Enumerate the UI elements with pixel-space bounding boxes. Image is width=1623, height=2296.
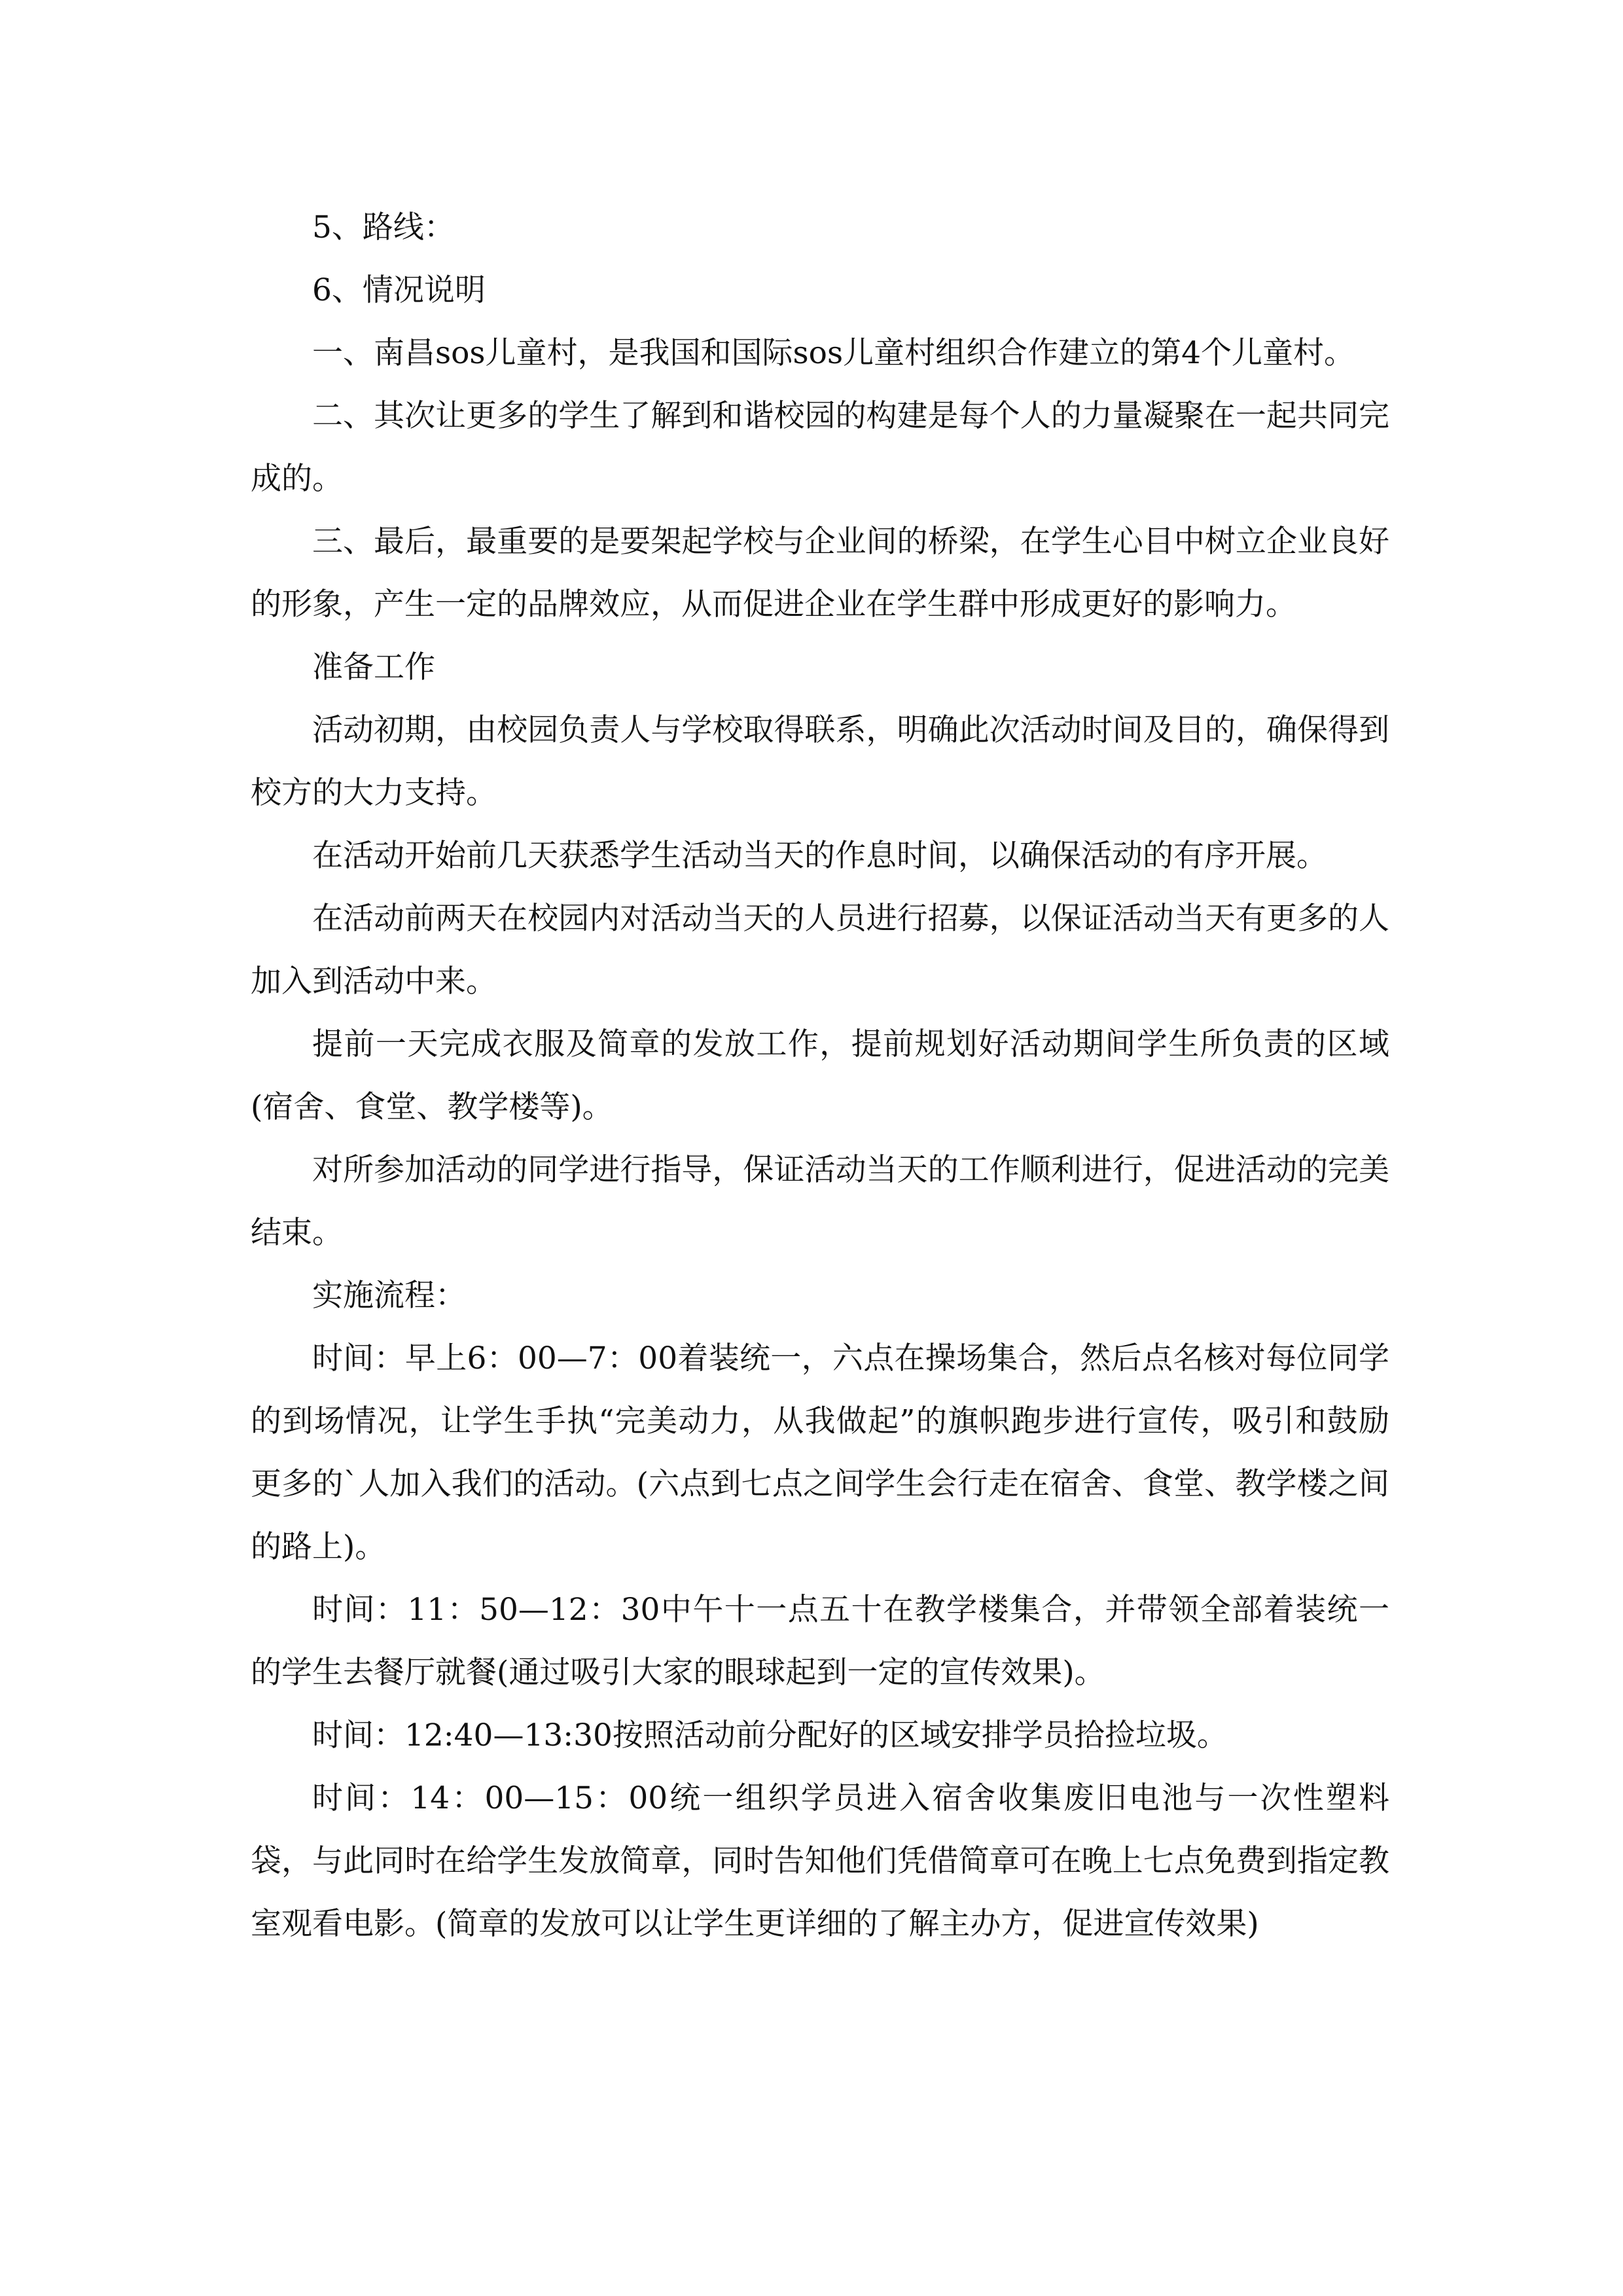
paragraph-time-afternoon: 时间：14：00—15：00统一组织学员进入宿舍收集废旧电池与一次性塑料袋，与此同时在给学生发放简章，同时告知他们凭借简章可在晚上七点免费到指定教室观看电影。(简章的发放可以让学生更详细的了解主办方，促进宣传效果) — [251, 1780, 1389, 1942]
paragraph-route: 5、路线： — [312, 209, 455, 245]
document-body — [251, 196, 1389, 1956]
paragraph-prep-guidance: 对所参加活动的同学进行指导，保证活动当天的工作顺利进行，促进活动的完美结束。 — [251, 1152, 1389, 1251]
section-heading-process: 实施流程： — [312, 1278, 466, 1314]
paragraph-time-early-afternoon: 时间：12:40—13:30按照活动前分配好的区域安排学员拾捡垃圾。 — [312, 1717, 1228, 1753]
paragraph-prep-recruit: 在活动前两天在校园内对活动当天的人员进行招募，以保证活动当天有更多的人加入到活动中来。 — [251, 901, 1389, 999]
paragraph-point-three: 三、最后，最重要的是要架起学校与企业间的桥梁，在学生心目中树立企业良好的形象，产生一定的品牌效应，从而促进企业在学生群中形成更好的影响力。 — [251, 524, 1389, 622]
paragraph-time-noon: 时间：11：50—12：30中午十一点五十在教学楼集合，并带领全部着装统一的学生去餐厅就餐(通过吸引大家的眼球起到一定的宣传效果)。 — [251, 1592, 1389, 1691]
paragraph-situation-heading: 6、情况说明 — [312, 272, 486, 308]
paragraph-point-two: 二、其次让更多的学生了解到和谐校园的构建是每个人的力量凝聚在一起共同完成的。 — [251, 398, 1389, 497]
paragraph-point-one: 一、南昌sos儿童村，是我国和国际sos儿童村组织合作建立的第4个儿童村。 — [312, 335, 1355, 371]
paragraph-prep-schedule: 在活动开始前几天获悉学生活动当天的作息时间，以确保活动的有序开展。 — [312, 838, 1327, 874]
paragraph-time-morning: 时间：早上6：00—7：00着装统一，六点在操场集合，然后点名核对每位同学的到场情况，让学生手执“完美动力，从我做起”的旗帜跑步进行宣传，吸引和鼓励更多的`人加入我们的活动。(六点到七点之间学生会行走在宿舍、食堂、教学楼之间的路上)。 — [251, 1340, 1389, 1565]
section-heading-preparation: 准备工作 — [312, 649, 435, 685]
paragraph-prep-distribution: 提前一天完成衣服及简章的发放工作，提前规划好活动期间学生所负责的区域(宿舍、食堂、教学楼等)。 — [251, 1026, 1389, 1125]
paragraph-prep-contact: 活动初期，由校园负责人与学校取得联系，明确此次活动时间及目的，确保得到校方的大力支持。 — [251, 712, 1389, 811]
